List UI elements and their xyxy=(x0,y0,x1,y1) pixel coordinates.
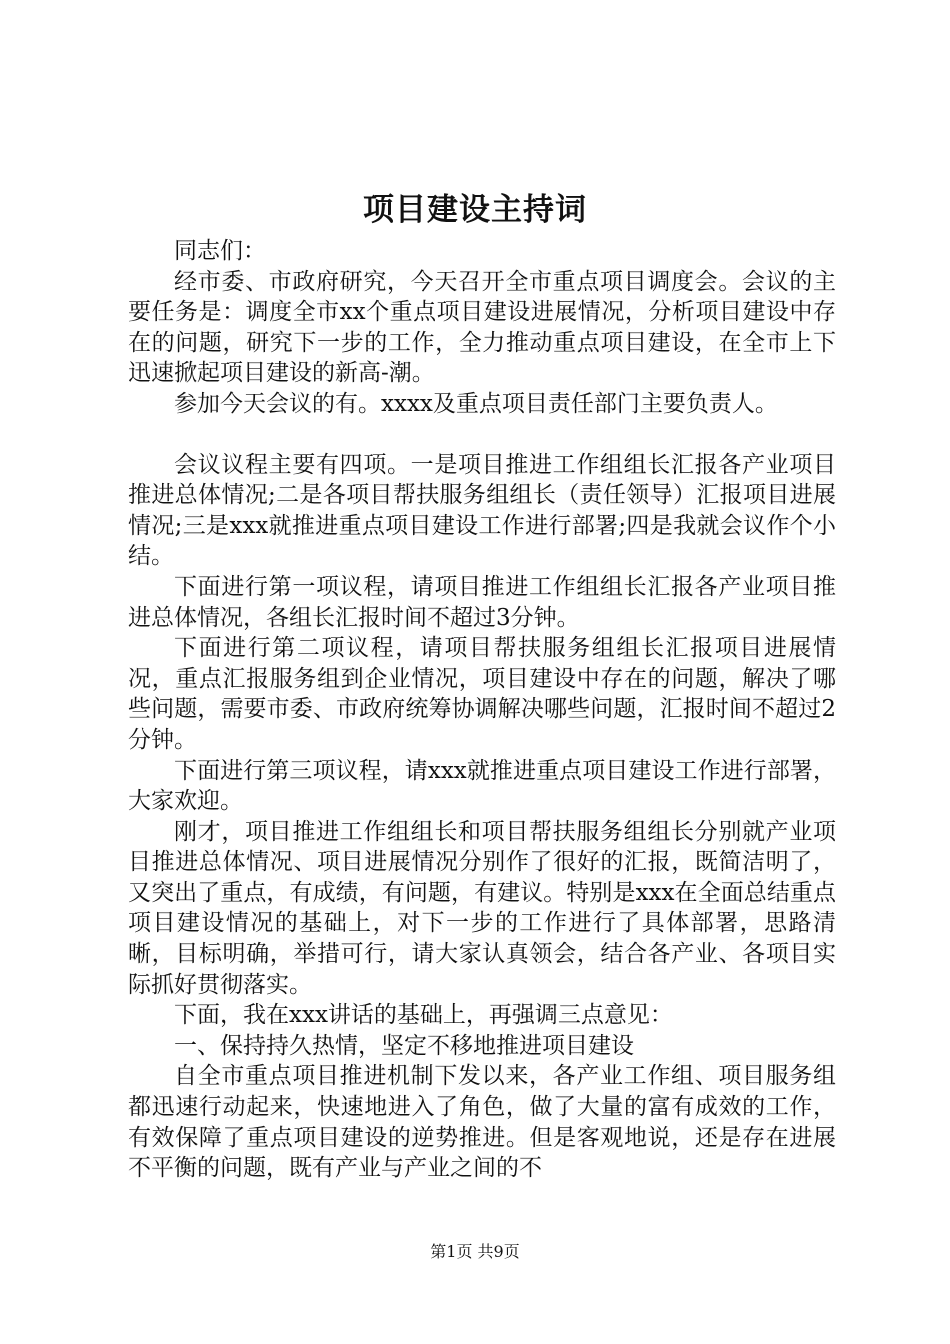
paragraph-item-two: 下面进行第二项议程，请项目帮扶服务组组长汇报项目进展情况，重点汇报服务组到企业情况，项目建设中存在的问题，解决了哪些问题，需要市委、市政府统筹协调解决哪些问题，汇报时间不超过2分钟。 xyxy=(128,635,836,753)
paragraph-summary: 刚才，项目推进工作组组长和项目帮扶服务组组长分别就产业项目推进总体情况、项目进展情况分别作了很好的汇报，既简洁明了，又突出了重点，有成绩，有问题，有建议。特别是xxx在全面总结重点项目建设情况的基础上，对下一步的工作进行了具体部署，思路清晰，目标明确，举措可行，请大家认真领会，结合各产业、各项目实际抓好贯彻落实。 xyxy=(128,818,836,998)
paragraph-salutation: 同志们： xyxy=(174,238,266,264)
paragraph-item-one: 下面进行第一项议程，请项目推进工作组组长汇报各产业项目推进总体情况，各组长汇报时间不超过3分钟。 xyxy=(128,573,836,631)
paragraph-section-one: 自全市重点项目推进机制下发以来，各产业工作组、项目服务组都迅速行动起来，快速地进入了角色，做了大量的富有成效的工作，有效保障了重点项目建设的逆势推进。但是客观地说，还是存在进展不平衡的问题，既有产业与产业之间的不 xyxy=(128,1063,836,1182)
paragraph-attendees: 参加今天会议的有。xxxx及重点项目责任部门主要负责人。 xyxy=(174,390,778,417)
document-body xyxy=(128,236,836,1184)
document-title: 项目建设主持词 xyxy=(363,192,587,228)
paragraph-three-points: 下面，我在xxx讲话的基础上，再强调三点意见： xyxy=(174,1002,673,1029)
paragraph-intro: 经市委、市政府研究，今天召开全市重点项目调度会。会议的主要任务是：调度全市xx个重点项目建设进展情况，分析项目建设中存在的问题，研究下一步的工作，全力推动重点项目建设，在全市上下迅速掀起项目建设的新高-潮。 xyxy=(128,268,836,387)
page-number-footer: 第1页 共9页 xyxy=(430,1242,520,1261)
paragraph-item-three: 下面进行第三项议程，请xxx就推进重点项目建设工作进行部署，大家欢迎。 xyxy=(128,757,836,815)
paragraph-agenda: 会议议程主要有四项。一是项目推进工作组组长汇报各产业项目推进总体情况;二是各项目帮扶服务组组长（责任领导）汇报项目进展情况;三是xxx就推进重点项目建设工作进行部署;四是我就会议作个小结。 xyxy=(128,451,836,570)
section-heading-one: 一、保持持久热情，坚定不移地推进项目建设 xyxy=(174,1032,634,1059)
